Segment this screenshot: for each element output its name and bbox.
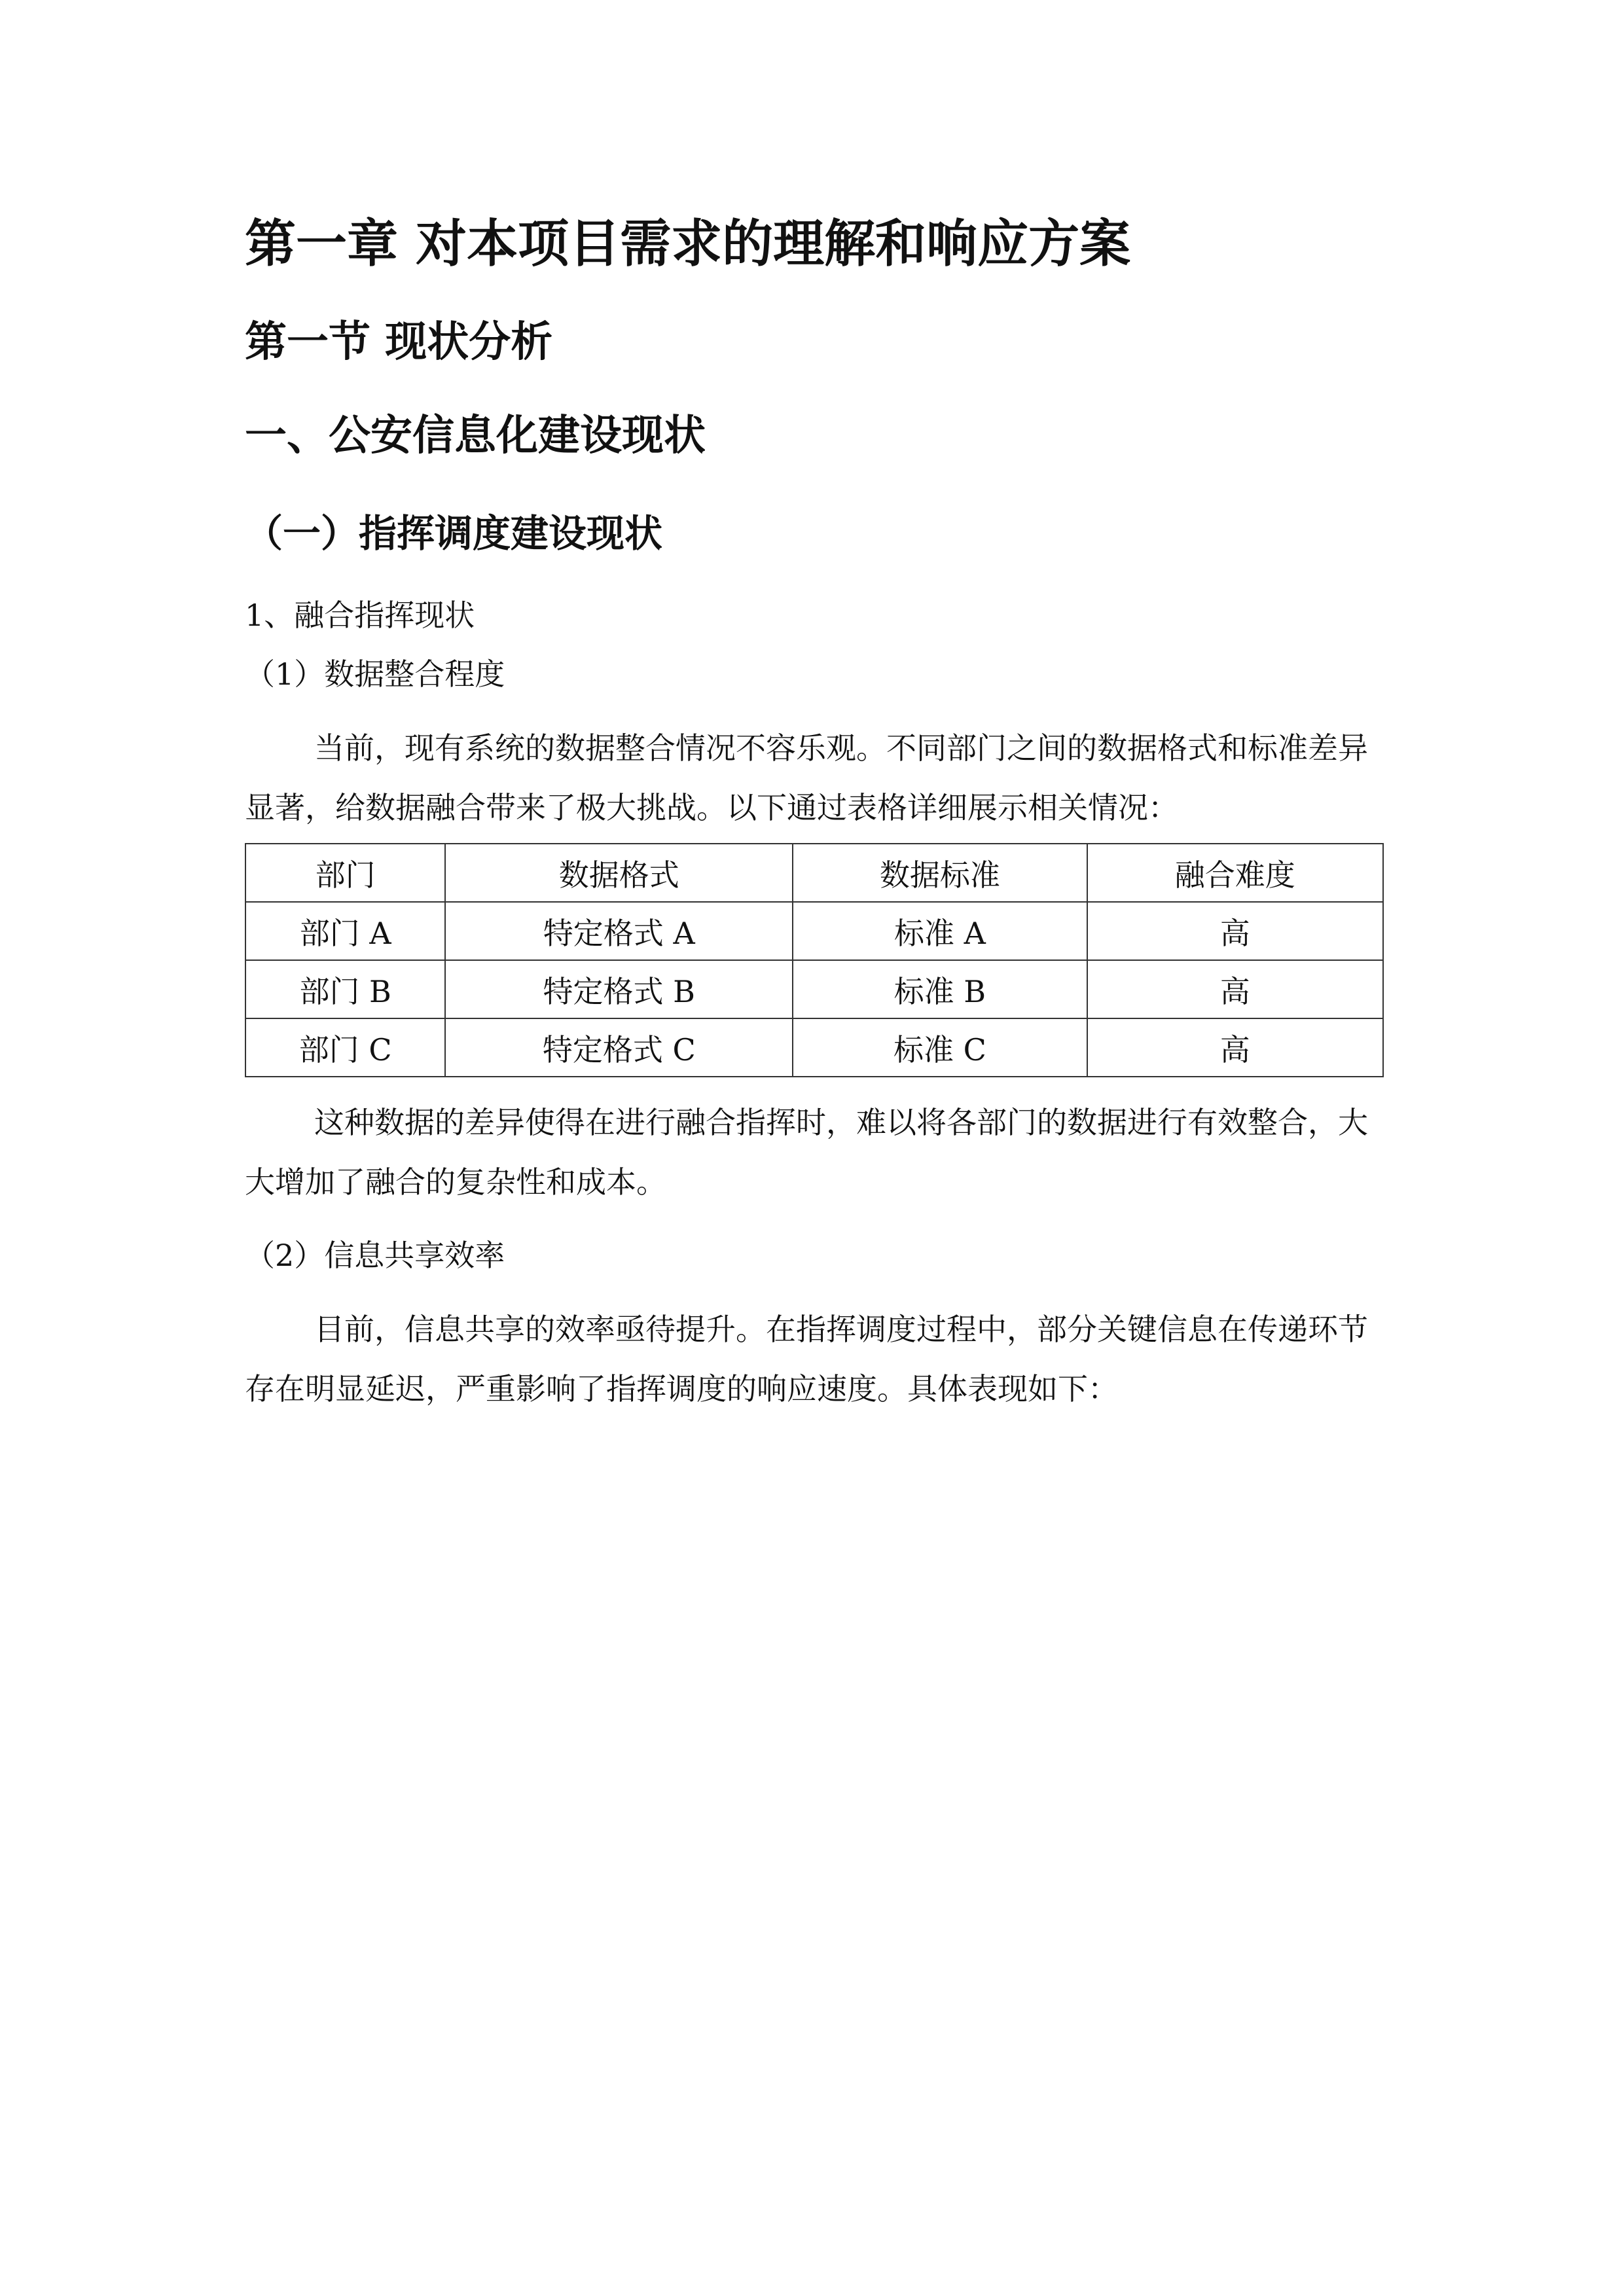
heading-level-1: 一、公安信息化建设现状 (245, 412, 706, 460)
paragraph-data-integration-intro: 当前，现有系统的数据整合情况不容乐观。不同部门之间的数据格式和标准差异显著，给数据融合带来了极大挑战。以下通过表格详细展示相关情况： (245, 730, 1368, 825)
table-header-row (245, 844, 1383, 902)
table-cell: 部门 B (245, 960, 445, 1018)
data-integration-table (245, 843, 1384, 1077)
chapter-title: 第一章 对本项目需求的理解和响应方案 (245, 215, 1131, 274)
table-header-cell: 部门 (245, 844, 445, 902)
table-cell: 特定格式 A (445, 902, 793, 960)
table-header-cell: 数据标准 (793, 844, 1087, 902)
table-cell: 特定格式 B (445, 960, 793, 1018)
table-cell: 标准 A (793, 902, 1087, 960)
table-cell: 高 (1087, 902, 1383, 960)
table-row (245, 902, 1383, 960)
table-cell: 特定格式 C (445, 1018, 793, 1077)
subheading-info-sharing: （2）信息共享效率 (245, 1238, 505, 1273)
table-cell: 标准 B (793, 960, 1087, 1018)
table-cell: 标准 C (793, 1018, 1087, 1077)
table-header-cell: 融合难度 (1087, 844, 1383, 902)
paragraph-data-integration-conclusion: 这种数据的差异使得在进行融合指挥时，难以将各部门的数据进行有效整合，大大增加了融合的复杂性和成本。 (245, 1105, 1368, 1200)
table-cell: 高 (1087, 960, 1383, 1018)
table-cell: 高 (1087, 1018, 1383, 1077)
table-row (245, 960, 1383, 1018)
table-header-cell: 数据格式 (445, 844, 793, 902)
paragraph-info-sharing: 目前，信息共享的效率亟待提升。在指挥调度过程中，部分关键信息在传递环节存在明显延迟，严重影响了指挥调度的响应速度。具体表现如下： (245, 1312, 1368, 1407)
table-cell: 部门 C (245, 1018, 445, 1077)
table-cell: 部门 A (245, 902, 445, 960)
heading-level-3: 1、融合指挥现状 (245, 598, 475, 633)
section-title: 第一节 现状分析 (245, 318, 553, 367)
heading-level-2: （一）指挥调度建设现状 (245, 511, 663, 556)
table-row (245, 1018, 1383, 1077)
subheading-data-integration: （1）数据整合程度 (245, 656, 505, 692)
